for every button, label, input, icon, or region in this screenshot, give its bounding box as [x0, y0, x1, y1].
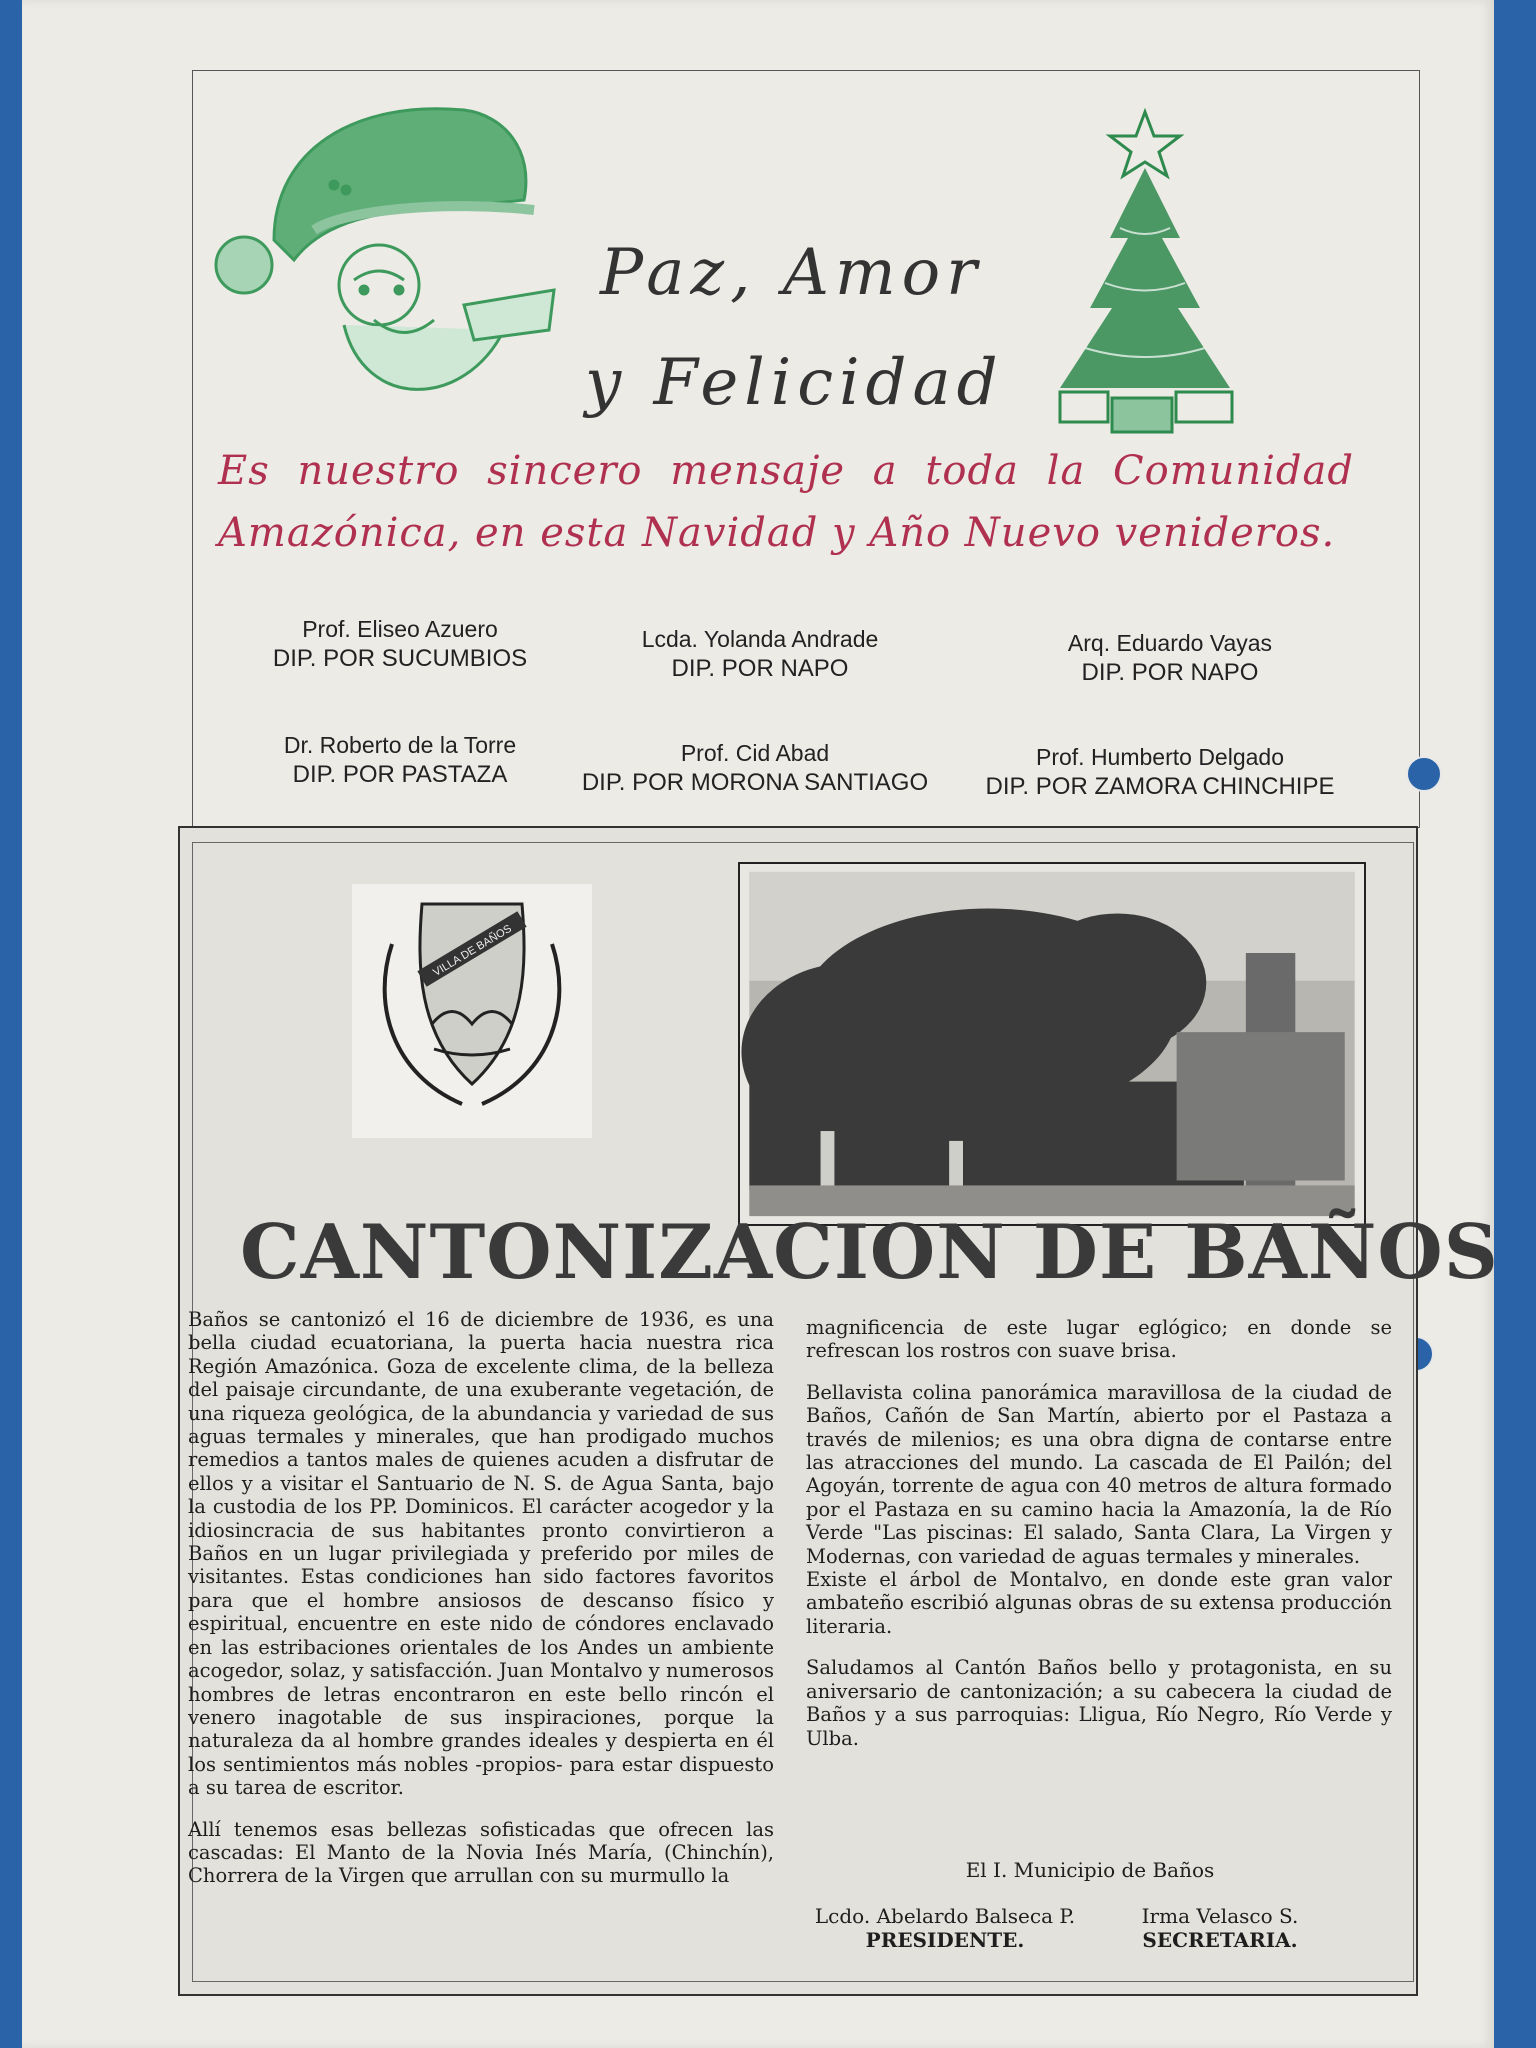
paragraph: Baños se cantonizó el 16 de diciembre de 1936, es una bella ciudad ecuatoriana, la puerta hacia nuestra rica Región Amazónica. Goza de excelente clima, de la belleza del paisaje circundante, de una exuberante vegetación, de una riqueza geológica, de la abundancia y variedad de sus aguas termales y minerales, que han prodigado muchos remedios a tantos males de quienes acuden a disfrutar de ellos y a visitar el Santuario de N. S. de Agua Santa, bajo la custodia de los PP. Dominicos. El carácter acogedor y la idiosincracia de sus habitantes pronto convirtieron a Baños en un lugar privilegiada y preferido por miles de visitantes. Estas condiciones han sido factores favoritos para que el hombre ansiosos de descanso físico y espiritual, encuentre en este nido de cóndores enclavado en las estribaciones orientales de los Andes un ambiente acogedor, solaz, y satisfacción. Juan Montalvo y numerosos hombres de letras encontraron en este bello rincón el venero inagotable de sus inspiraciones, porque la naturaleza da al hombre grandes ideales y despierta en él los sentimientos más nobles -propios- para estar dispuesto a su tarea de escritor.: [188, 1308, 774, 1800]
ad-message-line2: Amazónica, en esta Navidad y Año Nuevo venideros.: [218, 510, 1336, 556]
ad-message-line1: Es nuestro sincero mensaje a toda la Comunidad: [218, 448, 1354, 494]
ad-headline-line1: Paz, Amor: [600, 236, 983, 310]
deputy-role: DIP. POR NAPO: [671, 655, 849, 682]
banos-coat-of-arms: [352, 884, 592, 1138]
article-column-left: [188, 1308, 774, 1906]
paragraph: Allí tenemos esas bellezas sofisticadas que ofrecen las cascadas: El Manto de la Novia Inés María, (Chinchín), Chorrera de la Virgen que arrullan con su murmullo la: [188, 1817, 774, 1888]
signer-block: [800, 1904, 1090, 1952]
signer-name: Lcdo. Abelardo Balseca P.: [814, 1904, 1076, 1928]
deputy-role: DIP. POR SUCUMBIOS: [272, 645, 528, 672]
deputy-name: Lcda. Yolanda Andrade: [641, 626, 879, 652]
deputy-role: DIP. POR PASTAZA: [292, 761, 508, 788]
deputy-block: [240, 614, 560, 674]
binder-hole: [1406, 756, 1442, 792]
ad-headline-line2: y Felicidad: [585, 346, 1004, 420]
paragraph: Saludamos al Cantón Baños bello y protagonista, en su aniversario de cantonización; a su cabecera la ciudad de Baños y a sus parroquias: Lligua, Río Negro, Río Verde y Ulba.: [806, 1656, 1392, 1750]
deputy-block: [240, 730, 560, 790]
deputy-role: DIP. POR ZAMORA CHINCHIPE: [985, 773, 1335, 800]
deputy-name: Arq. Eduardo Vayas: [1067, 630, 1273, 656]
deputy-name: Prof. Cid Abad: [680, 740, 830, 766]
santa-claus-illustration: [204, 90, 564, 420]
crest-motto: VILLA DE BAÑOS: [431, 922, 514, 979]
deputy-block: [1010, 628, 1330, 688]
banos-park-photo: [738, 862, 1366, 1226]
deputy-role: DIP. POR MORONA SANTIAGO: [581, 769, 929, 796]
signer-title: PRESIDENTE.: [865, 1928, 1025, 1952]
deputy-block: [600, 624, 920, 684]
signer-name: Irma Velasco S.: [1141, 1904, 1299, 1928]
article-column-right: [806, 1316, 1392, 1768]
deputy-name: Prof. Eliseo Azuero: [302, 616, 498, 642]
christmas-tree-illustration: [1050, 108, 1240, 438]
signer-block: [1120, 1904, 1320, 1952]
deputy-block: [960, 742, 1360, 802]
paragraph: magnificencia de este lugar eglógico; en donde se refrescan los rostros con suave brisa.: [806, 1316, 1392, 1363]
deputy-block: [570, 738, 940, 798]
signoff: El I. Municipio de Baños: [965, 1858, 1215, 1882]
article-title: CANTONIZACION DE BAÑOS: [240, 1208, 1499, 1296]
signer-title: SECRETARIA.: [1142, 1928, 1298, 1952]
deputy-name: Dr. Roberto de la Torre: [283, 732, 517, 758]
paragraph: Bellavista colina panorámica maravillosa de la ciudad de Baños, Cañón de San Martín, abierto por el Pastaza a través de milenios; es una obra digna de contarse entre las atracciones del mundo. La cascada de El Pailón; del Agoyán, torrente de agua con 40 metros de altura formado por el Pastaza en su camino hacia la Amazonía, la de Río Verde "Las piscinas: El salado, Santa Clara, La Virgen y Modernas, con variedad de aguas termales y minerales. Existe el árbol de Montalvo, en donde este gran valor ambateño escribió algunas obras de su extensa producción literaria.: [806, 1380, 1392, 1638]
deputy-role: DIP. POR NAPO: [1081, 659, 1259, 686]
deputy-name: Prof. Humberto Delgado: [1035, 744, 1284, 770]
